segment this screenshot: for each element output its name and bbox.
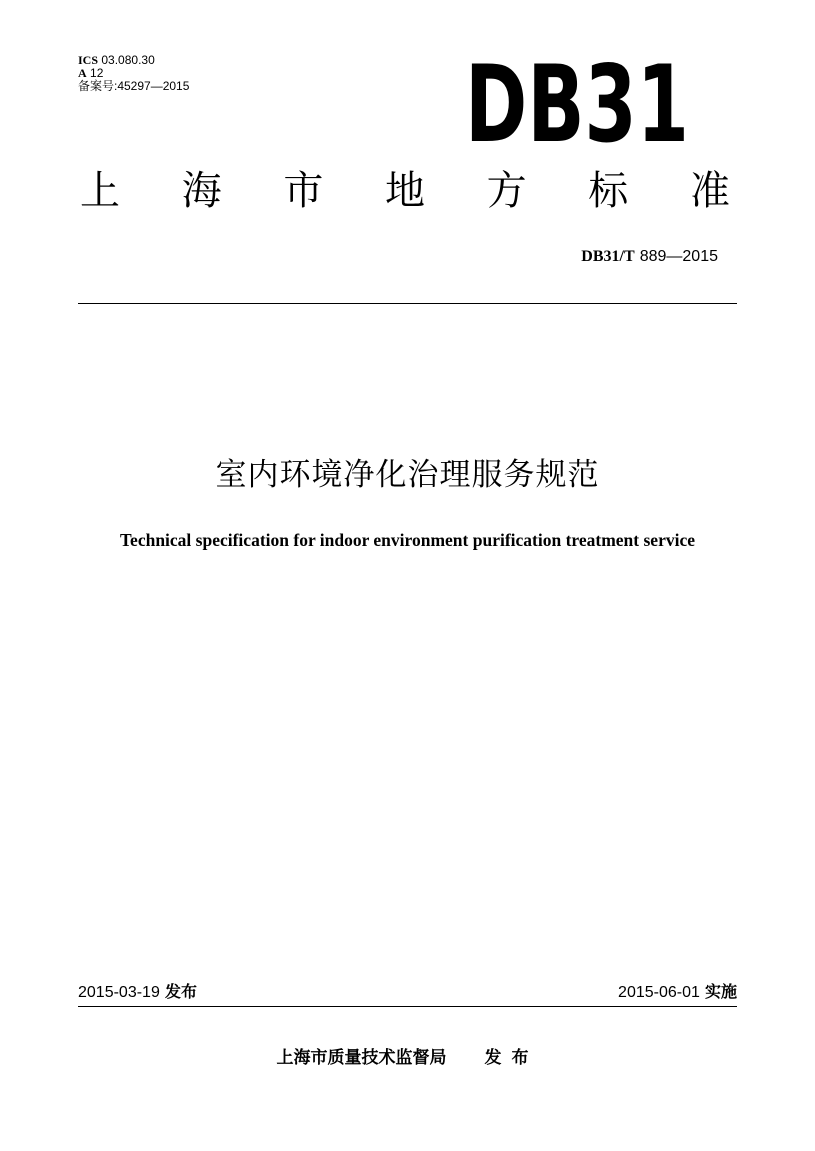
authority-char: 方 — [486, 168, 527, 214]
title-chinese: 室内环境净化治理服务规范 — [215, 457, 600, 493]
record-number: 备案号:45297—2015 — [78, 79, 190, 93]
logo-text: DB31 — [465, 43, 689, 166]
authority-char: 市 — [283, 168, 324, 214]
issuing-authority — [0, 1046, 815, 1070]
standard-number: DB31/T 889—2015 — [581, 248, 718, 265]
implementation-date: 2015-06-01 实施 — [618, 982, 737, 1001]
issuer-name: 上海市质量技术监督局 — [276, 1048, 447, 1068]
authority-char: 准 — [689, 168, 730, 214]
top-divider — [78, 303, 737, 304]
db31-logo — [464, 43, 690, 166]
classification-block — [78, 54, 189, 93]
authority-heading — [80, 166, 730, 216]
authority-char: 地 — [384, 168, 425, 214]
authority-char: 上 — [80, 168, 120, 214]
authority-char: 海 — [181, 168, 222, 214]
issuer-action: 发布 — [484, 1048, 539, 1068]
ics-code: ICS 03.080.30 — [78, 53, 155, 67]
release-date: 2015-03-19 发布 — [78, 982, 197, 1001]
ccs-code: A 12 — [78, 66, 104, 80]
bottom-divider — [78, 1006, 737, 1007]
title-english: Technical specification for indoor environment purification treatment service — [119, 530, 695, 550]
authority-char: 标 — [588, 168, 629, 214]
